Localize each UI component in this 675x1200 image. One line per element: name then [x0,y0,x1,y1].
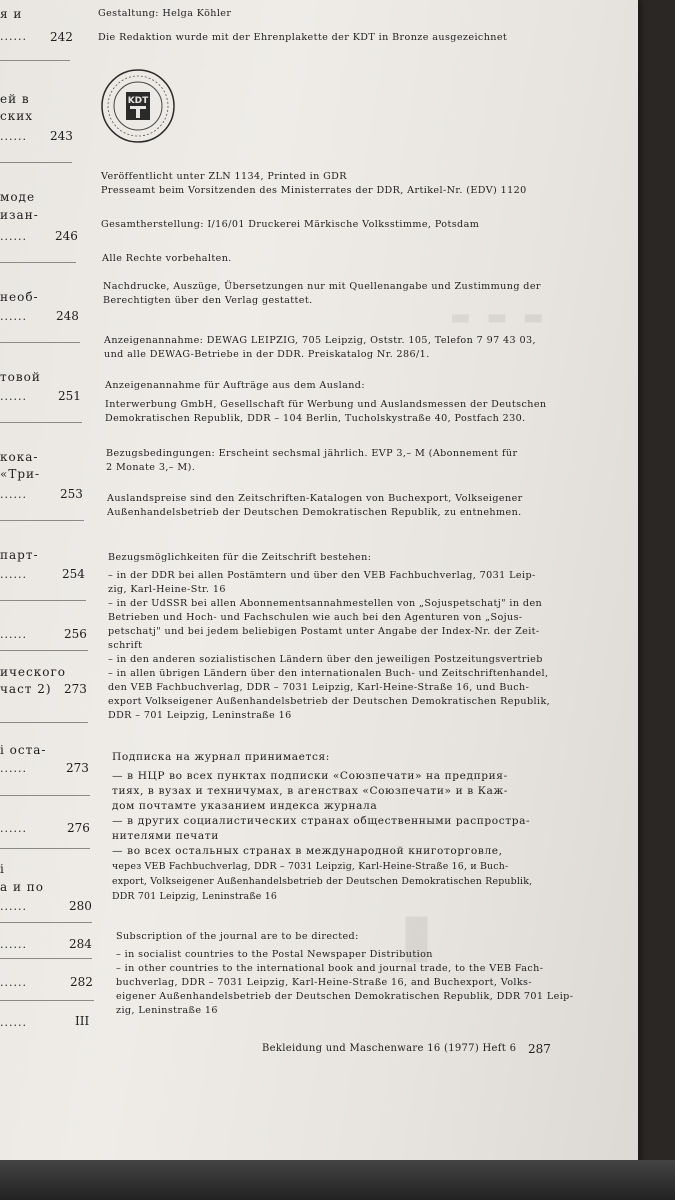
toc-leader: ...... [0,938,27,951]
subscription-russian: Подписка на журнал принимается: — в НЦР во всех пунктах подписки «Союзпечати» на предприя- тиях, в вузах и техничумах, в агенствах «Союзпечати» и в Каж- дом почтамте указанием индекса журнала — в других социалистических странах общественными распростра- нителями печати — во всех остальных странах в международной книготорговле, через VEB Fachbuchverlag, DDR – 7031 Leipzig, Karl-Heine-Straße 16, и Buch- export, Volkseigener Außenhandelsbetrieb der Deutschen Demokratischen Republik, DDR 701 Leipzig, Leninstraße 16 [112,751,533,902]
toc-fragment: необ- [0,290,39,304]
toc-page-number: 243 [50,129,73,143]
toc-rule [0,262,76,263]
toc-page-number: III [75,1014,90,1028]
design-credit: Gestaltung: Helga Köhler [98,8,232,19]
svg-text:KDT: KDT [127,96,149,106]
ads-foreign-info: Interwerbung GmbH, Gesellschaft für Werbung und Auslandsmessen der Deutschen Demokratischen Republik, DDR – 104 Berlin, Tucholskystraße 40, Postfach 230. [105,399,547,424]
toc-fragment: част 2) [0,682,52,696]
toc-fragment: а и по [0,880,45,894]
toc-page-number: 242 [50,30,73,44]
toc-page-number: 276 [67,821,90,835]
toc-rule [0,342,80,343]
toc-fragment: ских [0,109,33,123]
toc-rule [0,795,90,796]
toc-page-number: 248 [56,309,79,323]
show-through-mark: ▮ [400,900,434,970]
toc-rule [0,958,92,959]
page-number: 287 [528,1042,551,1056]
toc-page-number: 246 [55,229,78,243]
rights-note: Alle Rechte vorbehalten. [102,253,232,264]
reprint-note: Nachdrucke, Auszüge, Übersetzungen nur mit Quellenangabe und Zustimmung der Berechtigten über den Verlag gestattet. [103,281,541,306]
production-info: Gesamtherstellung: I/16/01 Druckerei Märkische Volksstimme, Potsdam [101,219,480,230]
toc-fragment: кока- [0,450,39,464]
toc-fragment: «Три- [0,467,41,481]
page-edge-shadow [0,1160,675,1200]
toc-leader: ...... [0,488,27,501]
toc-leader: ...... [0,230,27,243]
toc-fragment: ей в [0,92,30,106]
subscription-german: Bezugsmöglichkeiten für die Zeitschrift bestehen: – in der DDR bei allen Postämtern und über den VEB Fachbuchverlag, 7031 Leip- zig, Karl-Heine-Str. 16 – in der UdSSR bei allen Abonnementsannahmestellen von „Sojuspetschatj" in den Betrieben und Hoch- und Fachschulen wie auch bei den Agenturen von „Sojus- petschatj" und bei jedem beliebigen Postamt unter Angabe der Index-Nr. der Zeit- schrift – in den anderen sozialistischen Ländern über den jeweiligen Postzeitungsvertrieb – in allen übrigen Ländern über den internationalen Buch- und Zeitschriftenhandel, den VEB Fachbuchverlag, DDR – 7031 Leipzig, Karl-Heine-Straße 16, und Buch- export Volkseigener Außenhandelsbetrieb der Deutschen Demokratischen Republik, DDR – 701 Leipzig, Leninstraße 16 [108,552,551,721]
toc-rule [0,60,70,61]
toc-fragment: парт- [0,548,39,562]
show-through-mark: ▬ ▬ ▬ [450,305,548,330]
toc-page-number: 282 [70,975,93,989]
toc-fragment: товой [0,370,41,384]
toc-leader: ...... [0,390,27,403]
toc-fragment: і оста- [0,743,47,757]
toc-leader: ...... [0,310,27,323]
toc-leader: ...... [0,762,27,775]
toc-leader: ...... [0,30,27,43]
subscription-english: Subscription of the journal are to be directed: – in socialist countries to the Postal Newspaper Distribution – in other countries to the international book and journal trade, to the VEB Fach- buchverlag, DDR – 7031 Leipzig, Karl-Heine-Straße 16, and Buchexport, Volks- eigener Außenhandelsbetrieb der Deutschen Demokratischen Republik, DDR 701 Leip- zig, Leninstraße 16 [116,931,574,1016]
toc-rule [0,162,72,163]
toc-rule [0,1000,94,1001]
toc-leader: ...... [0,568,27,581]
toc-page-number: 280 [69,899,92,913]
toc-page-number: 256 [64,627,87,641]
kdt-logo [100,68,176,144]
toc-leader: ...... [0,900,27,913]
toc-page-number: 273 [64,682,87,696]
toc-rule [0,520,84,521]
toc-fragment: і [0,862,5,876]
toc-fragment: я и [0,7,23,21]
toc-page-number: 251 [58,389,81,403]
ads-foreign-title: Anzeigenannahme für Aufträge aus dem Ausland: [105,380,365,391]
foreign-prices: Auslandspreise sind den Zeitschriften-Katalogen von Buchexport, Volkseigener Außenhandelsbetrieb der Deutschen Demokratischen Republik, zu entnehmen. [107,493,523,518]
toc-page-number: 284 [69,937,92,951]
journal-footer: Bekleidung und Maschenware 16 (1977) Heft 6 [262,1043,517,1054]
toc-fragment: ического [0,665,66,679]
toc-leader: ...... [0,822,27,835]
subscription-terms: Bezugsbedingungen: Erscheint sechsmal jährlich. EVP 3,– M (Abonnement für 2 Monate 3,– M). [106,448,518,473]
publication-info: Veröffentlicht unter ZLN 1134, Printed in GDR Presseamt beim Vorsitzenden des Ministerrates der DDR, Artikel-Nr. (EDV) 1120 [101,171,527,196]
toc-rule [0,722,88,723]
toc-leader: ...... [0,628,27,641]
toc-page-number: 273 [66,761,89,775]
ads-info: Anzeigenannahme: DEWAG LEIPZIG, 705 Leipzig, Oststr. 105, Telefon 7 97 43 03, und alle DEWAG-Betriebe in der DDR. Preiskatalog Nr. 286/1. [104,335,536,360]
toc-fragment: изан- [0,208,39,222]
toc-rule [0,848,90,849]
toc-leader: ...... [0,130,27,143]
toc-fragment: моде [0,190,36,204]
toc-rule [0,422,82,423]
toc-page-number: 253 [60,487,83,501]
toc-rule [0,922,92,923]
award-note: Die Redaktion wurde mit der Ehrenplakette der KDT in Bronze ausgezeichnet [98,32,508,43]
toc-leader: ...... [0,1016,27,1029]
toc-page-number: 254 [62,567,85,581]
toc-rule [0,600,86,601]
toc-leader: ...... [0,976,27,989]
toc-rule [0,650,88,651]
